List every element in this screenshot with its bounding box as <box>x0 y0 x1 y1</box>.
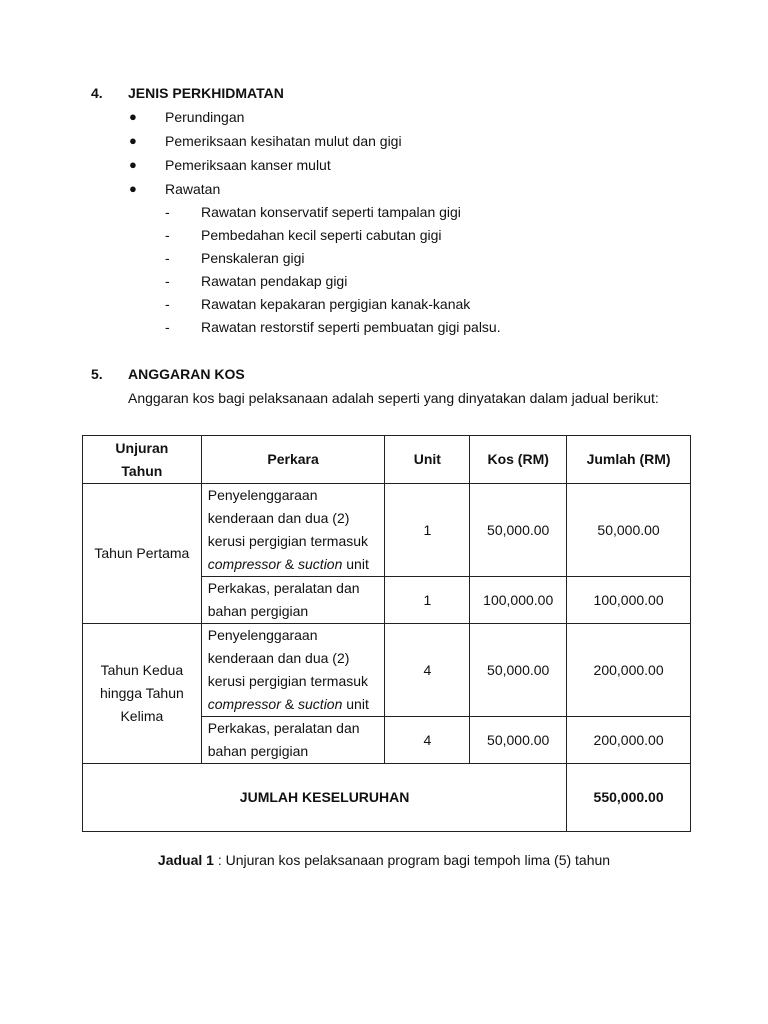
total-value: 550,000.00 <box>567 764 691 832</box>
perkara-line: Penyelenggaraan <box>207 487 318 503</box>
dash-marker: - <box>165 296 170 312</box>
bullet-icon: ● <box>129 109 137 124</box>
sub-item: Rawatan restorstif seperti pembuatan gigi palsu. <box>201 319 501 335</box>
tahun-label: hingga Tahun <box>99 685 184 701</box>
perkara-amp: & <box>284 556 295 572</box>
tahun-label: Tahun Pertama <box>94 545 190 561</box>
bullet-item: Perundingan <box>165 109 245 125</box>
caption-label: Jadual 1 <box>157 852 214 868</box>
tahun-cell <box>83 624 202 764</box>
dash-marker: - <box>165 204 170 220</box>
perkara-amp: & <box>284 696 295 712</box>
table-caption <box>0 852 768 868</box>
bullet-item: Pemeriksaan kanser mulut <box>165 157 331 173</box>
perkara-line: Perkakas, peralatan dan <box>207 720 360 736</box>
perkara-line: kerusi pergigian termasuk <box>207 673 369 689</box>
header-tahun-line2: Tahun <box>121 462 163 479</box>
dash-marker: - <box>165 319 170 335</box>
tahun-cell <box>83 484 202 624</box>
sub-item: Rawatan kepakaran pergigian kanak-kanak <box>201 296 471 312</box>
bullet-item: Rawatan <box>165 181 221 197</box>
bullet-icon: ● <box>129 157 137 172</box>
tahun-label: Tahun Kedua <box>100 662 184 678</box>
perkara-line: kenderaan dan dua (2) <box>207 650 350 666</box>
header-unit: Unit <box>385 436 470 484</box>
header-tahun-line1: Unjuran <box>115 439 169 456</box>
perkara-tail: unit <box>346 556 369 572</box>
dash-marker: - <box>165 250 170 266</box>
cost-table <box>82 435 691 832</box>
bullet-item: Pemeriksaan kesihatan mulut dan gigi <box>165 133 402 149</box>
kos-cell: 50,000.00 <box>470 624 567 717</box>
sub-item: Rawatan konservatif seperti tampalan gigi <box>201 204 461 220</box>
unit-cell: 1 <box>385 577 470 624</box>
bullet-icon: ● <box>129 181 137 196</box>
section-5-intro: Anggaran kos bagi pelaksanaan adalah seperti yang dinyatakan dalam jadual berikut: <box>128 390 659 406</box>
perkara-line <box>208 693 379 716</box>
perkara-italic: suction <box>298 696 343 712</box>
unit-cell: 4 <box>385 624 470 717</box>
perkara-italic: compressor <box>207 556 281 572</box>
header-perkara: Perkara <box>201 436 385 484</box>
table-header-row <box>83 436 691 484</box>
perkara-cell <box>201 624 385 717</box>
unit-cell: 1 <box>385 484 470 577</box>
jumlah-cell: 50,000.00 <box>567 484 691 577</box>
total-row <box>83 764 691 832</box>
kos-cell: 50,000.00 <box>470 484 567 577</box>
table-row <box>83 484 691 577</box>
perkara-italic: compressor <box>207 696 281 712</box>
section-4-heading: JENIS PERKHIDMATAN <box>128 85 284 101</box>
perkara-line: bahan pergigian <box>207 743 309 759</box>
sub-item: Pembedahan kecil seperti cabutan gigi <box>201 227 442 243</box>
perkara-cell <box>201 484 385 577</box>
sub-item: Penskaleran gigi <box>201 250 305 266</box>
total-label: JUMLAH KESELURUHAN <box>83 764 567 832</box>
perkara-tail: unit <box>346 696 369 712</box>
bullet-icon: ● <box>129 133 137 148</box>
dash-marker: - <box>165 227 170 243</box>
section-5-number: 5. <box>91 366 103 382</box>
header-jumlah: Jumlah (RM) <box>567 436 691 484</box>
perkara-italic: suction <box>298 556 343 572</box>
perkara-line <box>208 553 379 576</box>
table-row <box>83 624 691 717</box>
section-5-heading: ANGGARAN KOS <box>128 366 245 382</box>
kos-cell: 50,000.00 <box>470 717 567 764</box>
perkara-line: bahan pergigian <box>207 603 309 619</box>
section-4-number: 4. <box>91 85 103 101</box>
unit-cell: 4 <box>385 717 470 764</box>
header-unjuran-tahun <box>83 436 202 484</box>
perkara-cell <box>201 577 385 624</box>
kos-cell: 100,000.00 <box>470 577 567 624</box>
header-kos: Kos (RM) <box>470 436 567 484</box>
caption-text: : Unjuran kos pelaksanaan program bagi tempoh lima (5) tahun <box>213 852 611 868</box>
jumlah-cell: 100,000.00 <box>567 577 691 624</box>
perkara-line: Perkakas, peralatan dan <box>207 580 360 596</box>
perkara-line: kerusi pergigian termasuk <box>207 533 369 549</box>
perkara-line: kenderaan dan dua (2) <box>207 510 350 526</box>
tahun-label: Kelima <box>120 708 164 724</box>
perkara-cell <box>201 717 385 764</box>
jumlah-cell: 200,000.00 <box>567 624 691 717</box>
perkara-line: Penyelenggaraan <box>207 627 318 643</box>
sub-item: Rawatan pendakap gigi <box>201 273 348 289</box>
jumlah-cell: 200,000.00 <box>567 717 691 764</box>
dash-marker: - <box>165 273 170 289</box>
